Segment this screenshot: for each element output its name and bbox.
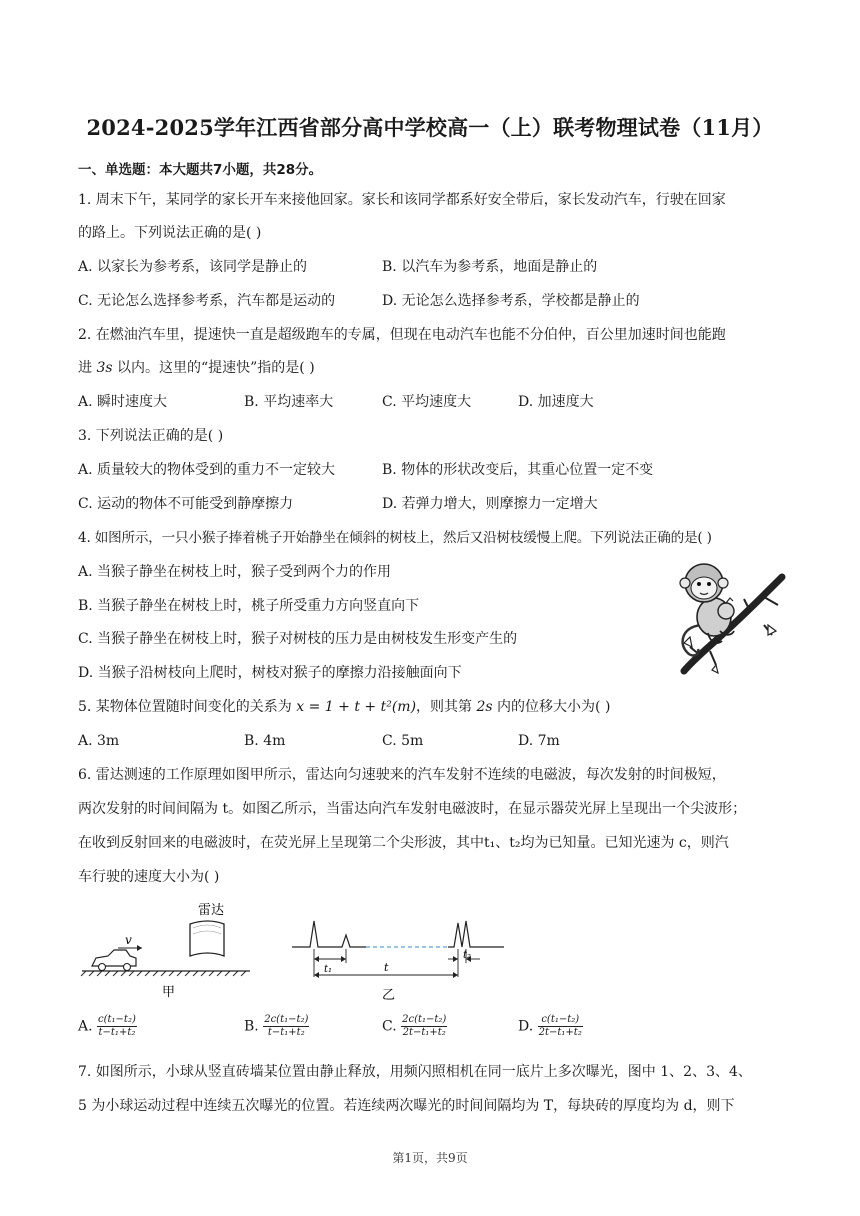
q6-option-c-denominator: 2t−t₁+t₂ xyxy=(402,1027,446,1038)
radar-figure-jia xyxy=(80,900,255,1002)
q5-stem xyxy=(78,697,783,717)
q5-position-formula: x = 1 + t + t²(m) xyxy=(296,699,417,715)
monkey-on-branch-illustration xyxy=(664,555,786,675)
q6-option-c-numerator: 2c(t₁−t₂) xyxy=(402,1014,447,1025)
q6-stem-line4: 车行驶的速度大小为( ) xyxy=(78,869,220,885)
q6-option-d-denominator: 2t−t₁+t₂ xyxy=(538,1027,582,1038)
q6-option-a-label: A. xyxy=(78,1018,93,1035)
q3-option-c: C. 运动的物体不可能受到静摩擦力 xyxy=(78,496,294,512)
q5-option-a: A. 3m xyxy=(78,733,120,749)
q2-option-c: C. 平均速度大 xyxy=(382,394,472,410)
section-heading: 一、单选题：本大题共7小题，共28分。 xyxy=(78,162,323,178)
q2-option-a: A. 瞬时速度大 xyxy=(78,394,168,410)
radar-label: 雷达 xyxy=(198,903,225,918)
q2-math: 3s xyxy=(96,360,113,376)
q6-option-d-numerator: c(t₁−t₂) xyxy=(538,1014,583,1027)
q6-option-c-fraction xyxy=(401,1014,447,1039)
q2-text-pre: 进 xyxy=(78,360,97,376)
pulse-waveform-left xyxy=(292,921,366,947)
q2-option-d: D. 加速度大 xyxy=(518,394,594,410)
q1-option-d: D. 无论怎么选择参考系，学校都是静止的 xyxy=(382,293,640,309)
q5-option-c: C. 5m xyxy=(382,733,424,749)
q4-option-d: D. 当猴子沿树枝向上爬时，树枝对猴子的摩擦力沿接触面向下 xyxy=(78,665,462,681)
t-label: t xyxy=(384,961,389,974)
page-title: 2024-2025学年江西省部分高中学校高一（上）联考物理试卷（11月） xyxy=(86,115,774,140)
t2-label: t₂ xyxy=(463,950,472,961)
q6-option-b-numerator: 2c(t₁−t₂) xyxy=(264,1014,309,1025)
q6-option-d-fraction xyxy=(538,1014,583,1039)
q1-option-c: C. 无论怎么选择参考系，汽车都是运动的 xyxy=(78,293,336,309)
q6-option-b-denominator: t−t₁+t₂ xyxy=(267,1027,305,1038)
q7-stem-line1: 7. 如图所示，小球从竖直砖墙某位置由静止释放，用频闪照相机在同一底片上多次曝光，图中 1、2、3、4、 xyxy=(78,1064,752,1080)
q6-option-a-denominator: t−t₁+t₂ xyxy=(98,1027,136,1038)
pulse-waveform-right xyxy=(448,921,504,947)
velocity-label: v xyxy=(125,933,132,947)
q3-option-d: D. 若弹力增大，则摩擦力一定增大 xyxy=(382,496,598,512)
q6-option-b-fraction xyxy=(263,1014,309,1039)
q6-option-d-label: D. xyxy=(518,1018,534,1035)
q6-option-a xyxy=(78,1014,137,1039)
q4-option-b: B. 当猴子静坐在树枝上时，桃子所受重力方向竖直向下 xyxy=(78,598,420,614)
q5-text-mid: ，则其第 xyxy=(416,699,477,715)
radar-figure-yi xyxy=(288,915,508,1005)
q1-stem-line2: 的路上。下列说法正确的是( ) xyxy=(78,225,262,241)
q1-option-a: A. 以家长为参考系，该同学是静止的 xyxy=(78,259,308,275)
q2-stem-line1: 2. 在燃油汽车里，提速快一直是超级跑车的专属，但现在电动汽车也能不分伯仲，百公里加速时间也能跑 xyxy=(78,327,726,343)
q5-text-pre: 5. 某物体位置随时间变化的关系为 xyxy=(78,699,297,715)
q6-option-a-numerator: c(t₁−t₂) xyxy=(98,1014,136,1025)
q6-option-a-fraction xyxy=(97,1014,137,1039)
q1-stem-line1: 1. 周末下午，某同学的家长开车来接他回家。家长和该同学都系好安全带后，家长发动汽车，行驶在回家 xyxy=(78,192,726,208)
figure-label-jia: 甲 xyxy=(162,985,176,1000)
q6-stem-line3: 在收到反射回来的电磁波时，在荧光屏上呈现第二个尖形波，其中t₁、t₂均为已知量。已知光速为 c，则汽 xyxy=(78,835,729,851)
q4-option-a: A. 当猴子静坐在树枝上时，猴子受到两个力的作用 xyxy=(78,564,392,580)
t1-label: t₁ xyxy=(324,964,333,975)
q6-stem-line1: 6. 雷达测速的工作原理如图甲所示，雷达向匀速驶来的汽车发射不连续的电磁波，每次发射的时间极短， xyxy=(78,767,726,783)
q6-stem-line2: 两次发射的时间间隔为 t。如图乙所示，当雷达向汽车发射电磁波时，在显示器荧光屏上呈现出一个尖波形； xyxy=(78,801,747,817)
q6-option-b-label: B. xyxy=(244,1018,259,1035)
q6-option-b xyxy=(244,1014,309,1039)
q5-text-post: 内的位移大小为( ) xyxy=(492,699,611,715)
q6-option-c-label: C. xyxy=(382,1018,397,1035)
q6-option-c xyxy=(382,1014,447,1039)
page-footer: 第1页，共9页 xyxy=(392,1151,468,1165)
figure-label-yi: 乙 xyxy=(382,988,396,1003)
q2-stem-line2 xyxy=(78,358,783,378)
q5-time: 2s xyxy=(476,699,493,715)
q4-stem: 4. 如图所示，一只小猴子捧着桃子开始静坐在倾斜的树枝上，然后又沿树枝缓慢上爬。下列说法正确的是( ) xyxy=(78,530,712,546)
q2-option-b: B. 平均速率大 xyxy=(244,394,334,410)
q1-option-b: B. 以汽车为参考系，地面是静止的 xyxy=(382,259,598,275)
q3-option-a: A. 质量较大的物体受到的重力不一定较大 xyxy=(78,462,336,478)
q5-option-b: B. 4m xyxy=(244,733,286,749)
q2-text-post: 以内。这里的“提速快”指的是( ) xyxy=(112,360,315,376)
q3-option-b: B. 物体的形状改变后，其重心位置一定不变 xyxy=(382,462,654,478)
q7-stem-line2: 5 为小球运动过程中连续五次曝光的位置。若连续两次曝光的时间间隔均为 T，每块砖的厚度均为 d，则下 xyxy=(78,1098,735,1114)
q4-option-c: C. 当猴子静坐在树枝上时，猴子对树枝的压力是由树枝发生形变产生的 xyxy=(78,631,518,647)
q5-option-d: D. 7m xyxy=(518,733,560,749)
car-icon xyxy=(92,950,136,966)
q6-option-d xyxy=(518,1014,583,1039)
q3-stem: 3. 下列说法正确的是( ) xyxy=(78,428,224,444)
